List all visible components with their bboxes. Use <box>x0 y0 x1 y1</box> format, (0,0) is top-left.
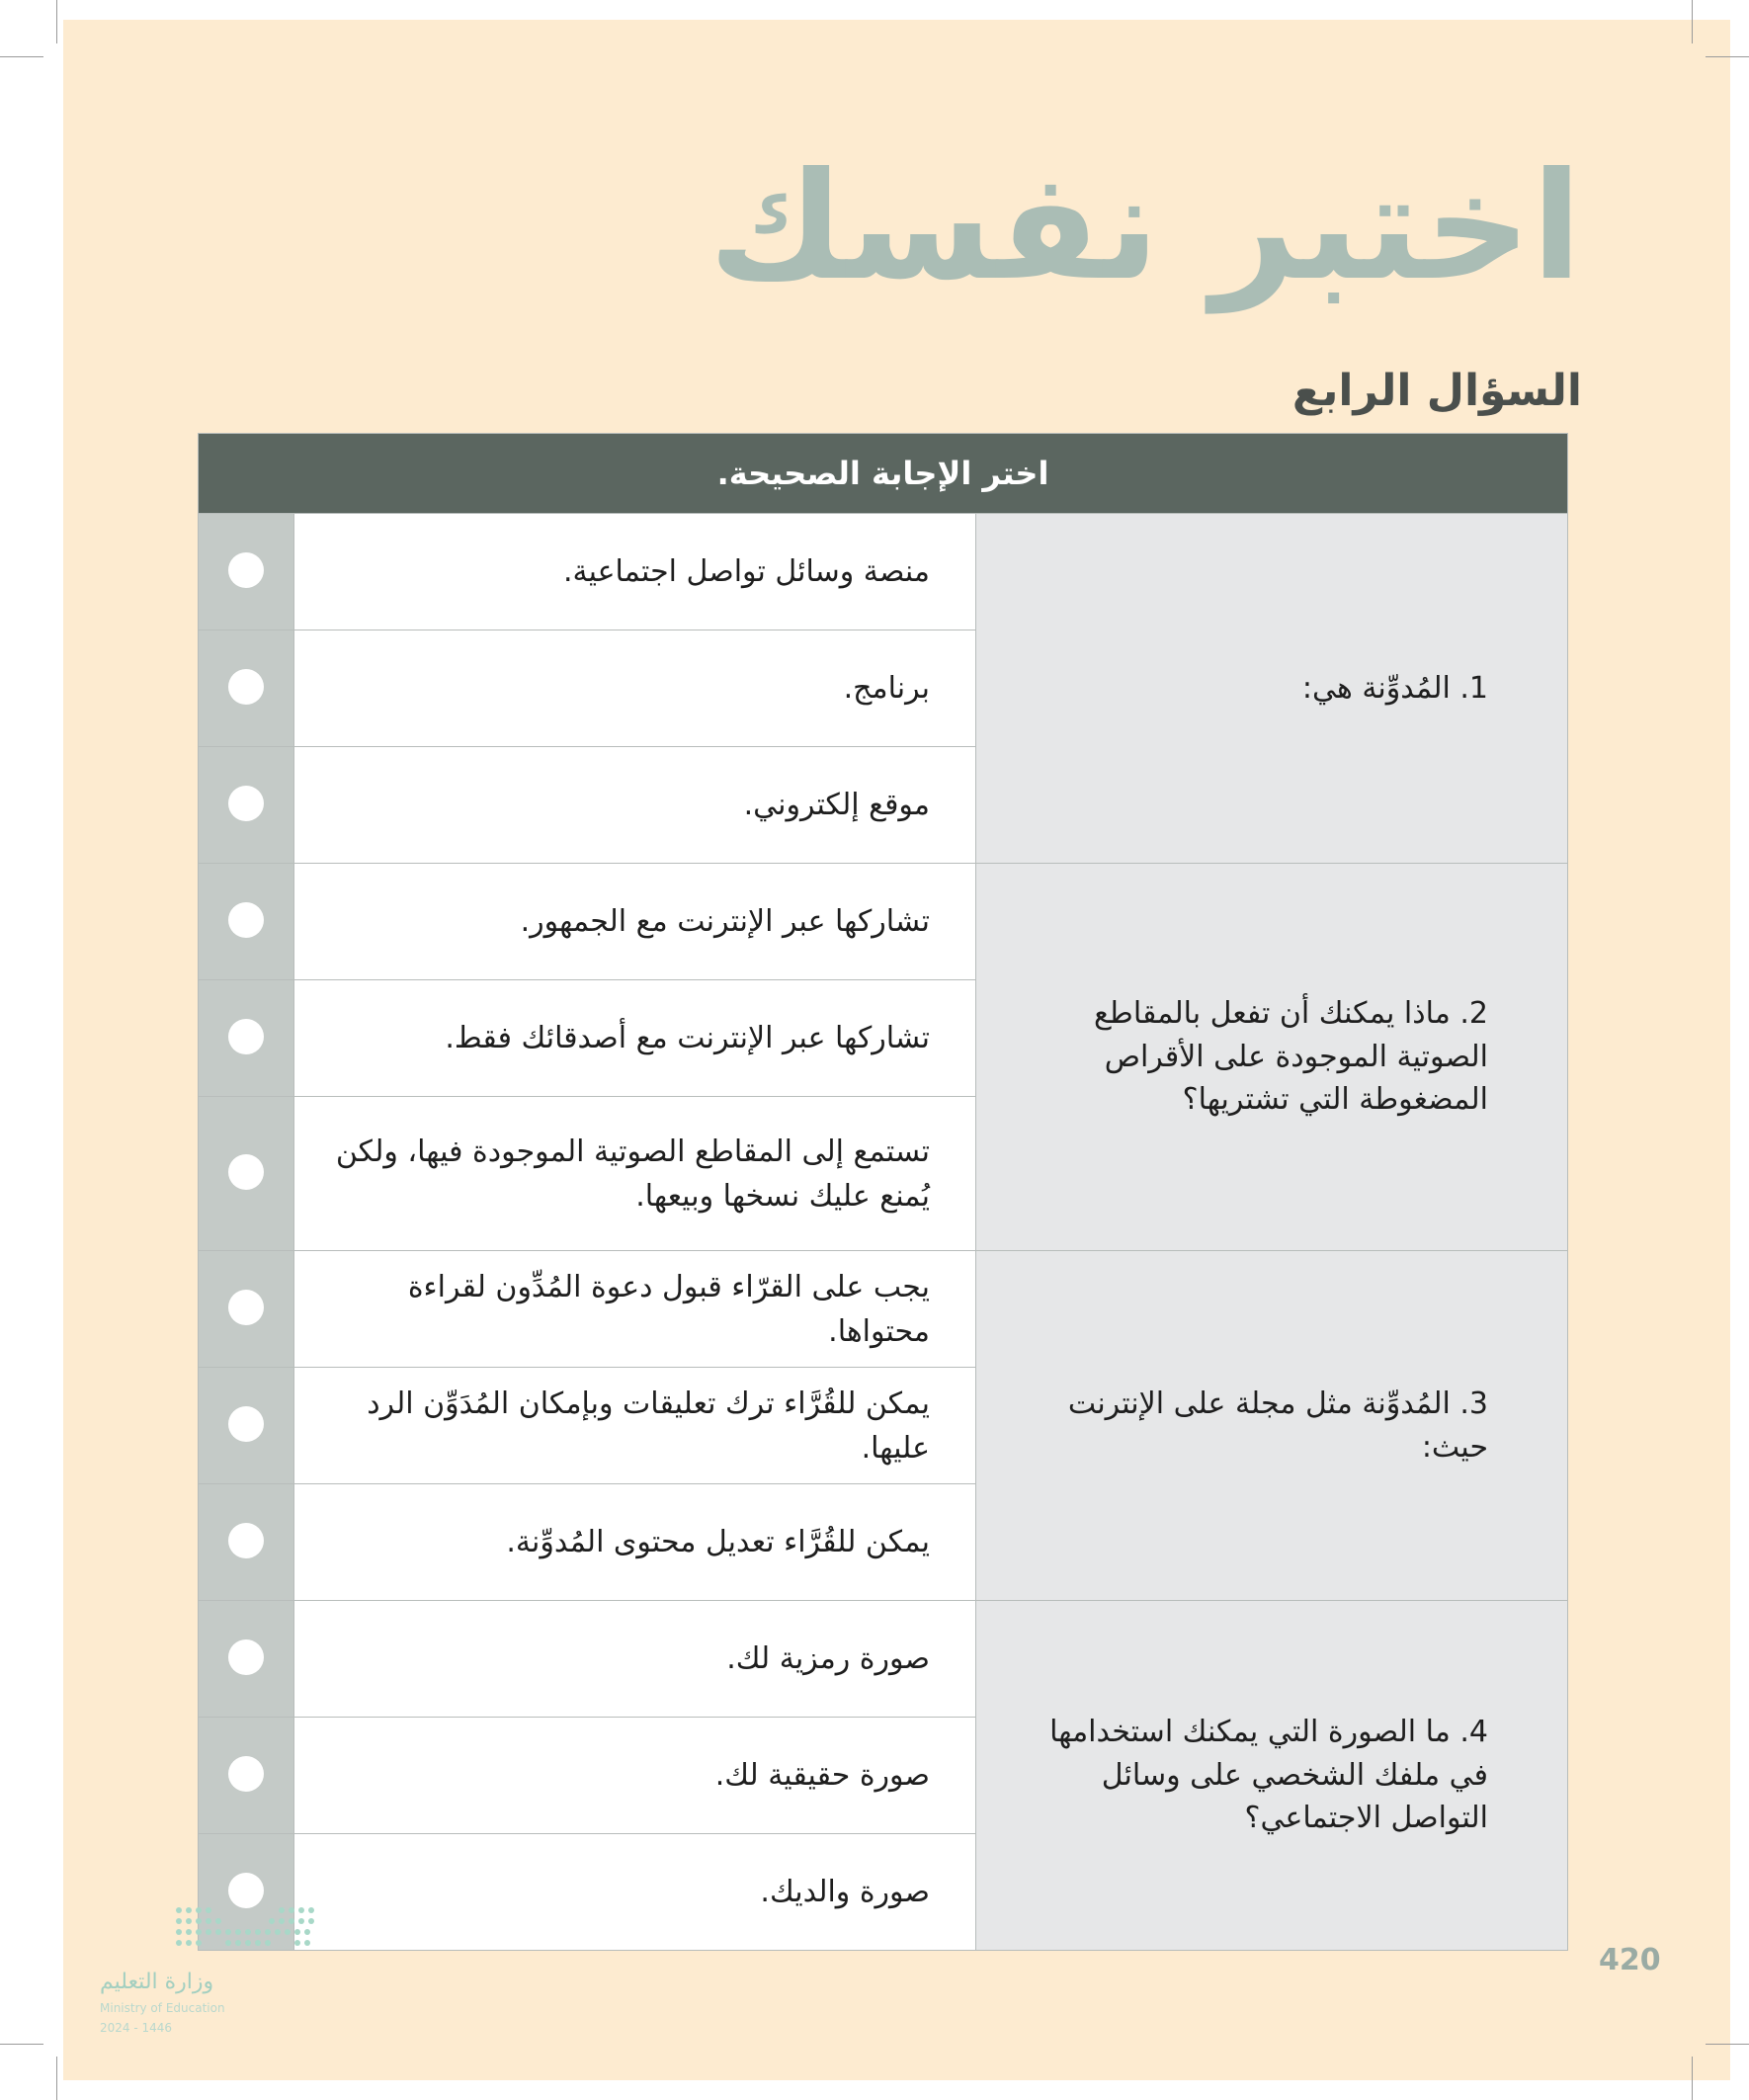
radio-button-3-1[interactable] <box>228 1290 264 1325</box>
answer-1-3: موقع إلكتروني. <box>294 747 976 864</box>
answer-4-1: صورة رمزية لك. <box>294 1601 976 1718</box>
question-3: 3. المُدوِّنة مثل مجلة على الإنترنت حيث: <box>976 1251 1568 1601</box>
radio-cell <box>199 1097 294 1251</box>
ministry-logo <box>94 1902 331 2041</box>
page-number: 420 <box>1599 1943 1661 1977</box>
crop-mark <box>1706 2044 1749 2045</box>
radio-cell <box>199 980 294 1097</box>
crop-mark <box>1692 2057 1693 2100</box>
crop-mark <box>56 2057 57 2100</box>
answer-3-1: يجب على القرّاء قبول دعوة المُدِّون لقراءة محتواها. <box>294 1251 976 1368</box>
radio-cell <box>199 1601 294 1718</box>
radio-button-3-2[interactable] <box>228 1406 264 1442</box>
answer-3-2: يمكن للقُرَّاء ترك تعليقات وبإمكان المُدَوِّن الرد عليها. <box>294 1368 976 1484</box>
quiz-table <box>198 433 1568 1951</box>
ministry-name-arabic: وزارة التعليم <box>100 1970 214 1994</box>
section-subtitle: السؤال الرابع <box>1291 366 1582 416</box>
crop-mark <box>0 2044 43 2045</box>
radio-button-3-3[interactable] <box>228 1523 264 1558</box>
answer-2-2: تشاركها عبر الإنترنت مع أصدقائك فقط. <box>294 980 976 1097</box>
answer-4-3: صورة والديك. <box>294 1834 976 1951</box>
radio-cell <box>199 1718 294 1834</box>
answer-2-3: تستمع إلى المقاطع الصوتية الموجودة فيها، ولكن يُمنع عليك نسخها وبيعها. <box>294 1097 976 1251</box>
page-title: اختبر نفسك <box>708 141 1582 313</box>
table-row <box>199 1601 1568 1718</box>
answer-3-3: يمكن للقُرَّاء تعديل محتوى المُدوِّنة. <box>294 1484 976 1601</box>
answer-2-1: تشاركها عبر الإنترنت مع الجمهور. <box>294 864 976 980</box>
answer-1-2: برنامج. <box>294 630 976 747</box>
question-4: 4. ما الصورة التي يمكنك استخدامها في ملفك الشخصي على وسائل التواصل الاجتماعي؟ <box>976 1601 1568 1951</box>
radio-button-1-2[interactable] <box>228 669 264 705</box>
crop-mark <box>1692 0 1693 43</box>
table-row <box>199 1251 1568 1368</box>
radio-cell <box>199 630 294 747</box>
radio-button-1-1[interactable] <box>228 552 264 588</box>
radio-button-1-3[interactable] <box>228 786 264 821</box>
radio-cell <box>199 1251 294 1368</box>
radio-button-2-3[interactable] <box>228 1154 264 1190</box>
radio-button-4-1[interactable] <box>228 1639 264 1675</box>
question-1: 1. المُدوِّنة هي: <box>976 514 1568 864</box>
radio-cell <box>199 514 294 630</box>
crop-mark <box>0 56 43 57</box>
radio-cell <box>199 1368 294 1484</box>
table-row <box>199 864 1568 980</box>
radio-button-2-2[interactable] <box>228 1019 264 1054</box>
table-row <box>199 514 1568 630</box>
answer-1-1: منصة وسائل تواصل اجتماعية. <box>294 514 976 630</box>
radio-cell <box>199 1484 294 1601</box>
ministry-year: 2024 - 1446 <box>100 2021 173 2035</box>
crop-mark <box>1706 56 1749 57</box>
radio-cell <box>199 747 294 864</box>
radio-button-4-2[interactable] <box>228 1756 264 1792</box>
ministry-logo-icon <box>173 1902 321 1958</box>
ministry-name-english: Ministry of Education <box>100 2001 225 2015</box>
crop-mark <box>56 0 57 43</box>
answer-4-2: صورة حقيقية لك. <box>294 1718 976 1834</box>
radio-button-2-1[interactable] <box>228 902 264 938</box>
question-2: 2. ماذا يمكنك أن تفعل بالمقاطع الصوتية الموجودة على الأقراص المضغوطة التي تشتريها؟ <box>976 864 1568 1251</box>
table-header: اختر الإجابة الصحيحة. <box>199 434 1568 514</box>
radio-cell <box>199 864 294 980</box>
